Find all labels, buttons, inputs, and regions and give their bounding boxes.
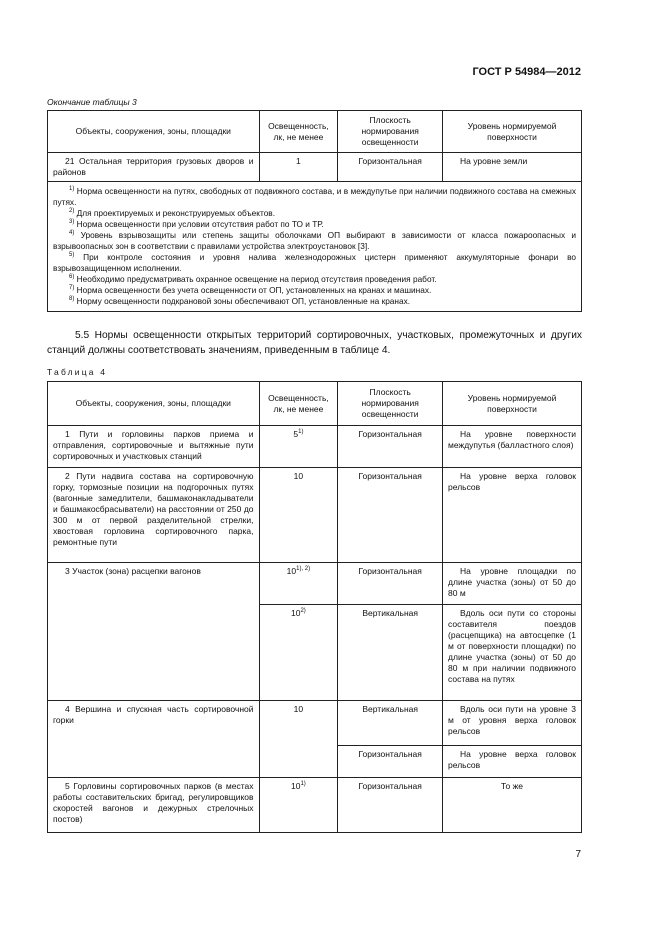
table-row	[48, 563, 582, 605]
footnote: $^{6)}$ Необходимо предусматривать охранное освещение на период отсутствия проведения работ.	[69, 274, 437, 284]
column-header-plane: Плоскость нормирования освещенности	[338, 382, 443, 426]
table-row	[48, 778, 582, 833]
cell-object: 1 Пути и горловины парков приема и отправления, сортировочные и вытяжные пути сортировочных и участковых станций	[48, 426, 260, 468]
cell-level: То же	[443, 778, 582, 833]
cell-level: На уровне верха головок рельсов	[443, 468, 582, 563]
page-number: 7	[575, 849, 581, 860]
column-header-objects: Объекты, сооружения, зоны, площадки	[48, 382, 260, 426]
table-notes-row	[48, 182, 582, 312]
cell-plane: Вертикальная	[338, 701, 443, 746]
footnote: $^{7)}$ Норма освещенности без учета освещенности от ОП, установленных на кранах и машинах.	[69, 285, 432, 295]
table3-caption: Окончание таблицы 3	[47, 97, 137, 107]
cell-plane: Горизонтальная	[338, 468, 443, 563]
cell-object: 5 Горловины сортировочных парков (в местах работы составительских бригад, регулировщиков скоростей вагонов и дежурных стрелочных постов)	[48, 778, 260, 833]
cell-plane: Горизонтальная	[338, 153, 443, 182]
cell-lux: 1	[259, 153, 338, 182]
column-header-lux: Освещенность, лк, не менее	[259, 111, 338, 153]
table-row	[48, 153, 582, 182]
cell-lux: 10$^{2)}$	[259, 605, 338, 701]
table-3	[47, 110, 582, 312]
column-header-level: Уровень нормируемой поверхности	[443, 111, 582, 153]
footnote: $^{4)}$ Уровень взрывозащиты или степень защиты оболочками ОП выбирают в зависимости от класса пожароопасных и взрывоопасных зон в соответствии с правилами устройства электроустановок [3].	[53, 230, 577, 251]
table-row	[48, 701, 582, 746]
cell-plane: Горизонтальная	[338, 426, 443, 468]
cell-level: На уровне верха головок рельсов	[443, 746, 582, 778]
footnote: $^{5)}$ При контроле состояния и уровня налива железнодорожных цистерн применяют аккумуляторные фонари во взрывозащищенном исполнении.	[53, 252, 576, 273]
cell-object: 2 Пути надвига состава на сортировочную горку, тормозные позиции на подгорочных путях (вагонные замедлители, башмаконакладыватели и башмакосбрасыватели) на расстоянии от 250 до 300 м от первой разделительной стрелки, хвостовая горловина сортировочного парка, ремонтные пути	[48, 468, 260, 563]
cell-level: Вдоль оси пути со стороны составителя поездов (расцепщика) на автосцепке (1 м от поверхности площадки) по длине участка (зоны) от 50 до 80 м при наличии подвижного состава на путях	[443, 605, 582, 701]
column-header-level: Уровень нормируемой поверхности	[443, 382, 582, 426]
footnote: $^{3)}$ Норма освещенности при условии отсутствия работ по ТО и ТР.	[69, 219, 324, 229]
cell-object: 4 Вершина и спускная часть сортировочной горки	[48, 701, 260, 778]
cell-level: На уровне площадки по длине участка (зоны) от 50 до 80 м	[443, 563, 582, 605]
footnote: $^{1)}$ Норма освещенности на путях, свободных от подвижного состава, и в междупутье при наличии подвижного состава на смежных путях.	[53, 186, 576, 207]
cell-level: На уровне поверхности междупутья (балластного слоя)	[443, 426, 582, 468]
cell-level: Вдоль оси пути на уровне 3 м от уровня верха головок рельсов	[443, 701, 582, 746]
cell-plane: Горизонтальная	[338, 746, 443, 778]
cell-plane: Горизонтальная	[338, 778, 443, 833]
cell-level: На уровне земли	[443, 153, 582, 182]
footnote: $^{8)}$ Норму освещенности подкрановой зоны обеспечивают ОП, установленные на кранах.	[69, 296, 411, 306]
table4-caption: Таблица 4	[47, 367, 108, 377]
column-header-objects: Объекты, сооружения, зоны, площадки	[48, 111, 260, 153]
table-row	[48, 426, 582, 468]
column-header-lux: Освещенность, лк, не менее	[259, 382, 338, 426]
cell-lux: 10	[259, 701, 338, 778]
footnote: $^{2)}$ Для проектируемых и реконструируемых объектов.	[69, 208, 276, 218]
paragraph-5-5: 5.5 Нормы освещенности открытых территорий сортировочных, участковых, промежуточных и других станций должны соответствовать значениям, приведенным в таблице 4.	[47, 330, 582, 356]
cell-lux: $10^{1), 2)}$	[259, 563, 338, 605]
cell-object: 3 Участок (зона) расцепки вагонов	[48, 563, 260, 701]
table-row	[48, 468, 582, 563]
cell-lux: 10$^{1)}$	[259, 778, 338, 833]
column-header-plane: Плоскость нормирования освещенности	[338, 111, 443, 153]
cell-plane: Горизонтальная	[338, 563, 443, 605]
cell-lux: 5$^{1)}$	[259, 426, 338, 468]
table-4	[47, 381, 582, 833]
cell-lux: 10	[259, 468, 338, 563]
table-notes	[48, 182, 582, 312]
cell-plane: Вертикальная	[338, 605, 443, 701]
cell-object: 21 Остальная территория грузовых дворов и районов	[48, 153, 260, 182]
document-code: ГОСТ Р 54984—2012	[472, 66, 581, 78]
